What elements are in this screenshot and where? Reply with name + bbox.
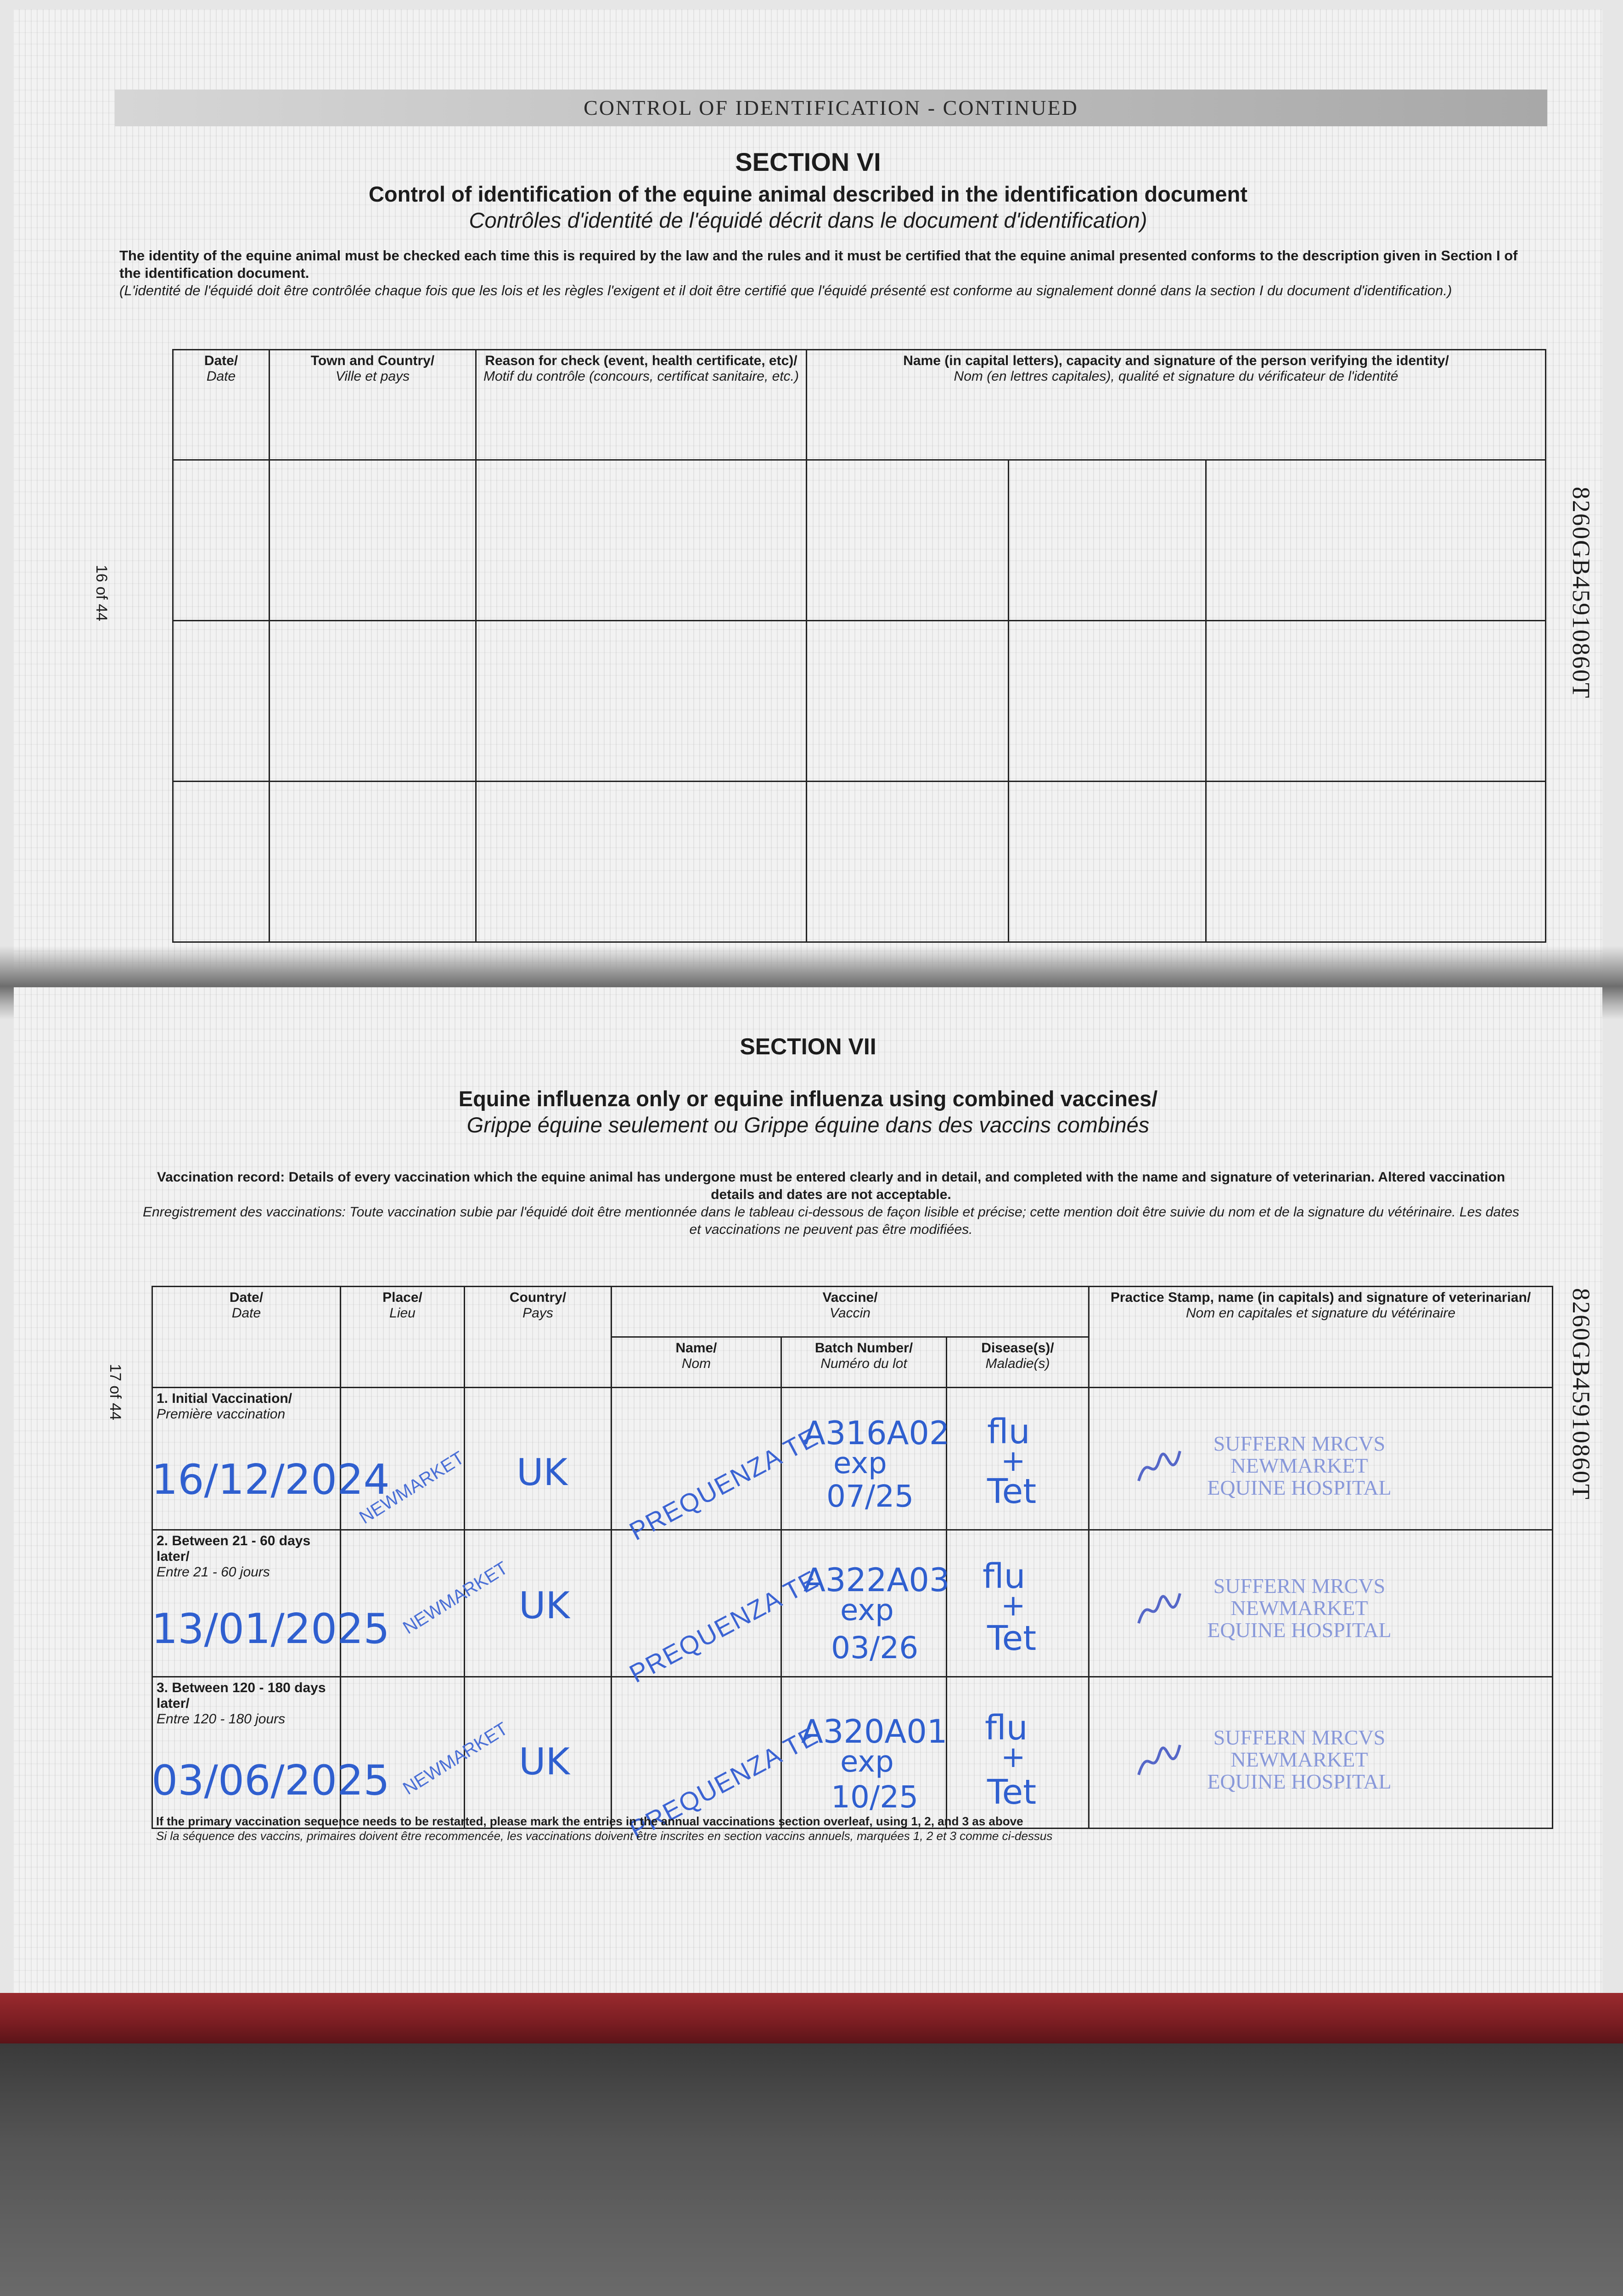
cell-empty[interactable] bbox=[270, 782, 476, 942]
row-1-exp-label: exp bbox=[833, 1446, 887, 1480]
row-2-date: 13/01/2025 bbox=[152, 1605, 390, 1653]
row-2-exp: 03/26 bbox=[831, 1630, 919, 1666]
row-1-batch: A316A02 bbox=[803, 1414, 950, 1452]
practice-stamp-2: SUFFERN MRCVS NEWMARKET EQUINE HOSPITAL bbox=[1207, 1574, 1392, 1642]
cell-empty[interactable] bbox=[807, 460, 1009, 621]
col-verifier: Name (in capital letters), capacity and signature of the person verifying the identity/ Nom (en lettres capitales), qualité et signature du vérificateur de l'identité bbox=[807, 350, 1546, 460]
col-country: Country/ Pays bbox=[465, 1287, 612, 1388]
cell-empty[interactable] bbox=[807, 782, 1009, 942]
col-vaccine: Vaccine/ Vaccin bbox=[612, 1287, 1089, 1337]
cell-empty[interactable] bbox=[1009, 782, 1206, 942]
row-3-batch: A320A01 bbox=[801, 1713, 948, 1750]
row-3-exp: 10/25 bbox=[831, 1779, 919, 1815]
col-date: Date/ Date bbox=[173, 350, 270, 460]
page-number-17: 17 of 44 bbox=[107, 1364, 124, 1420]
section-vii-heading-fr: Grippe équine seulement ou Grippe équine dans des vaccins combinés bbox=[466, 1113, 1150, 1137]
row-1-country: UK bbox=[517, 1451, 568, 1494]
cell-empty[interactable] bbox=[807, 621, 1009, 782]
page-number-16: 16 of 44 bbox=[93, 565, 110, 621]
col-reason: Reason for check (event, health certificate, etc)/ Motif du contrôle (concours, certificat sanitaire, etc.) bbox=[476, 350, 807, 460]
col-practice-stamp: Practice Stamp, name (in capitals) and signature of veterinarian/ Nom en capitales et signature du vétérinaire bbox=[1089, 1287, 1553, 1388]
col-place: Place/ Lieu bbox=[341, 1287, 465, 1388]
passport-cover-edge bbox=[0, 1993, 1623, 2043]
cell-empty[interactable] bbox=[1206, 621, 1546, 782]
row-2-exp-label: exp bbox=[840, 1593, 894, 1627]
row-3-place: NEWMARKET bbox=[399, 1718, 511, 1799]
practice-stamp-3: SUFFERN MRCVS NEWMARKET EQUINE HOSPITAL bbox=[1207, 1726, 1392, 1793]
row-1-place: NEWMARKET bbox=[356, 1447, 468, 1528]
footer-en: If the primary vaccination sequence needs to be restarted, please mark the entries in the annual vaccinations section overleaf, using 1, 2, and 3 as above bbox=[156, 1814, 1023, 1828]
row-1-disease-2: Tet bbox=[987, 1472, 1037, 1511]
vaccination-row-2-date[interactable]: 2. Between 21 - 60 days later/ Entre 21 - 60 jours bbox=[152, 1530, 341, 1677]
row-2-disease-1: flu bbox=[983, 1557, 1026, 1596]
vaccination-row-3-date[interactable]: 3. Between 120 - 180 days later/ Entre 120 - 180 jours bbox=[152, 1677, 341, 1829]
intro-en: The identity of the equine animal must be checked each time this is required by the law and the rules and it must be certified that the equine animal presented conforms to the description given in Section I of the identification document. bbox=[119, 248, 1518, 281]
row-2-place: NEWMARKET bbox=[399, 1558, 511, 1638]
footer-fr: Si la séquence des vaccins, primaires doivent être recommencée, les vaccinations doivent être inscrites en section vaccins annuels, marquées 1, 2 et 3 comme ci-dessus bbox=[156, 1829, 1053, 1843]
page-17 bbox=[14, 987, 1602, 1993]
row-1-vaccine: PREQUENZA TE bbox=[624, 1422, 823, 1546]
section-vii-heading-en: Equine influenza only or equine influenza using combined vaccines/ bbox=[458, 1086, 1158, 1111]
practice-stamp-1: SUFFERN MRCVS NEWMARKET EQUINE HOSPITAL bbox=[1207, 1432, 1392, 1499]
cell-empty[interactable] bbox=[270, 460, 476, 621]
section-vii-intro bbox=[138, 1169, 1524, 1238]
cell-empty[interactable] bbox=[173, 460, 270, 621]
cell-empty[interactable] bbox=[476, 782, 807, 942]
row-1-disease-plus: + bbox=[1001, 1444, 1026, 1478]
document-id-top: 8260GB45910860T bbox=[1567, 487, 1595, 699]
col-batch-number: Batch Number/ Numéro du lot bbox=[781, 1337, 947, 1388]
cell-empty[interactable] bbox=[1009, 621, 1206, 782]
section-vi-heading-en: Control of identification of the equine animal described in the identification document bbox=[368, 182, 1248, 206]
document-id-bottom: 8260GB45910860T bbox=[1567, 1288, 1595, 1500]
col-disease: Disease(s)/ Maladie(s) bbox=[947, 1337, 1089, 1388]
cell-empty[interactable] bbox=[1009, 460, 1206, 621]
row-3-disease-plus: + bbox=[1001, 1740, 1026, 1774]
col-vaccine-name: Name/ Nom bbox=[612, 1337, 781, 1388]
row-3-vaccine: PREQUENZA TE bbox=[624, 1721, 823, 1845]
intro-fr: (L'identité de l'équidé doit être contrôlée chaque fois que les lois et les règles l'exigent et il doit être certifié que l'équidé présenté est conforme au signalement donné dans la section I du document d'identification.) bbox=[119, 282, 1452, 298]
row-1-disease-1: flu bbox=[987, 1412, 1030, 1452]
col-date: Date/ Date bbox=[152, 1287, 341, 1388]
vaccination-row-1-date[interactable]: 1. Initial Vaccination/ Première vaccination bbox=[152, 1388, 341, 1530]
col-town-country: Town and Country/ Ville et pays bbox=[270, 350, 476, 460]
footer-note bbox=[156, 1814, 1488, 1843]
section-vi-intro bbox=[119, 247, 1533, 299]
continued-banner: CONTROL OF IDENTIFICATION - CONTINUED bbox=[115, 90, 1547, 126]
row-2-disease-2: Tet bbox=[987, 1619, 1037, 1658]
row-2-batch: A322A03 bbox=[803, 1561, 950, 1599]
row-2-disease-plus: + bbox=[1001, 1589, 1026, 1623]
row-2-vaccine: PREQUENZA TE bbox=[624, 1564, 823, 1688]
cell-empty[interactable] bbox=[173, 782, 270, 942]
row-3-disease-1: flu bbox=[985, 1708, 1028, 1748]
section-vii-title: SECTION VII bbox=[740, 1034, 876, 1059]
cell-empty[interactable] bbox=[476, 460, 807, 621]
row-1-date: 16/12/2024 bbox=[152, 1456, 390, 1504]
cell-empty[interactable] bbox=[1206, 782, 1546, 942]
cell-empty[interactable] bbox=[173, 621, 270, 782]
page-16 bbox=[14, 9, 1602, 974]
section-vi-title: SECTION VI bbox=[735, 147, 881, 176]
cell-empty[interactable] bbox=[270, 621, 476, 782]
row-3-country: UK bbox=[519, 1740, 570, 1783]
identity-check-table bbox=[172, 349, 1546, 943]
cell-empty[interactable] bbox=[1206, 460, 1546, 621]
scanner-background bbox=[0, 2043, 1623, 2296]
row-3-date: 03/06/2025 bbox=[152, 1756, 390, 1805]
intro-en: Vaccination record: Details of every vaccination which the equine animal has undergone must be entered clearly and in detail, and completed with the name and signature of veterinarian. Altered vaccination details and dates are not acceptable. bbox=[157, 1170, 1505, 1202]
intro-fr: Enregistrement des vaccinations: Toute vaccination subie par l'équidé doit être mentionnée dans le tableau ci-dessous de façon lisible et précise; cette mention doit être suivie du nom et de la signature du vétérinaire. Les dates et vaccinations ne peuvent pas être modifiées. bbox=[142, 1204, 1520, 1237]
row-3-exp-label: exp bbox=[840, 1745, 894, 1779]
cell-empty[interactable] bbox=[476, 621, 807, 782]
row-3-disease-2: Tet bbox=[987, 1773, 1037, 1812]
row-2-country: UK bbox=[519, 1584, 570, 1627]
row-1-exp: 07/25 bbox=[826, 1479, 914, 1514]
section-vi-heading-fr: Contrôles d'identité de l'équidé décrit dans le document d'identification) bbox=[469, 208, 1147, 232]
